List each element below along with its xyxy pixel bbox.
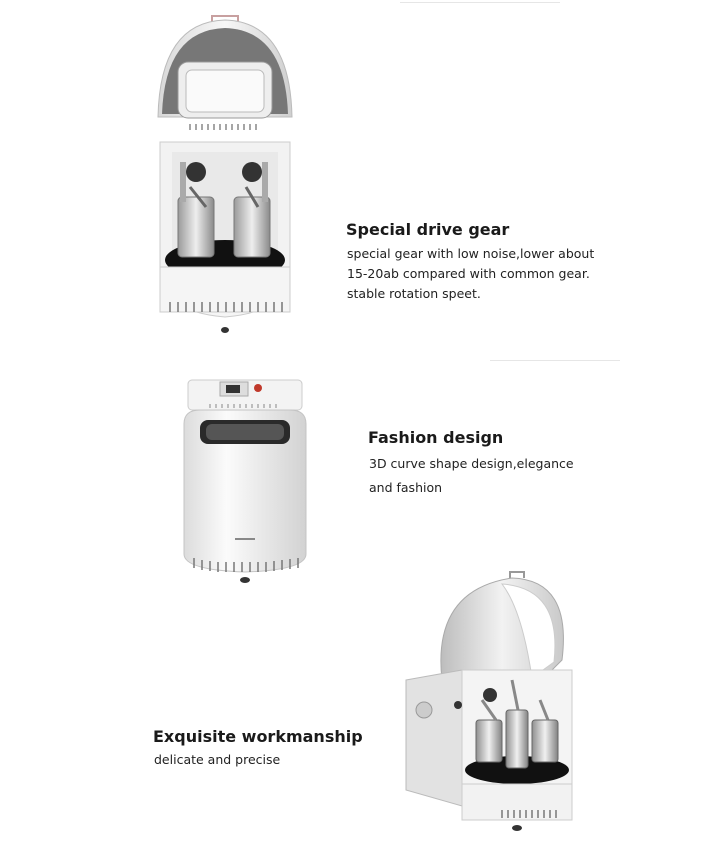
section-3-description [154,750,280,770]
section-1-description [347,244,594,304]
section-3-line-1: delicate and precise [154,752,281,767]
section-1-line-2: 15-20ab compared with common gear. [347,266,590,281]
product-image-open-angled [402,570,582,834]
section-3-title: Exquisite workmanship [153,727,363,746]
product-image-closed [180,374,310,586]
section-1-title: Special drive gear [346,220,510,239]
section-2-description [369,452,574,500]
middle-divider [490,360,620,361]
section-1-line-1: special gear with low noise,lower about [347,246,595,261]
top-divider [400,2,560,3]
section-1-line-3: stable rotation speet. [347,286,481,301]
section-2-line-1: 3D curve shape design,elegance [369,456,574,471]
product-image-open-front [150,12,300,342]
section-2-title: Fashion design [368,428,504,447]
section-2-line-2: and fashion [369,480,443,495]
